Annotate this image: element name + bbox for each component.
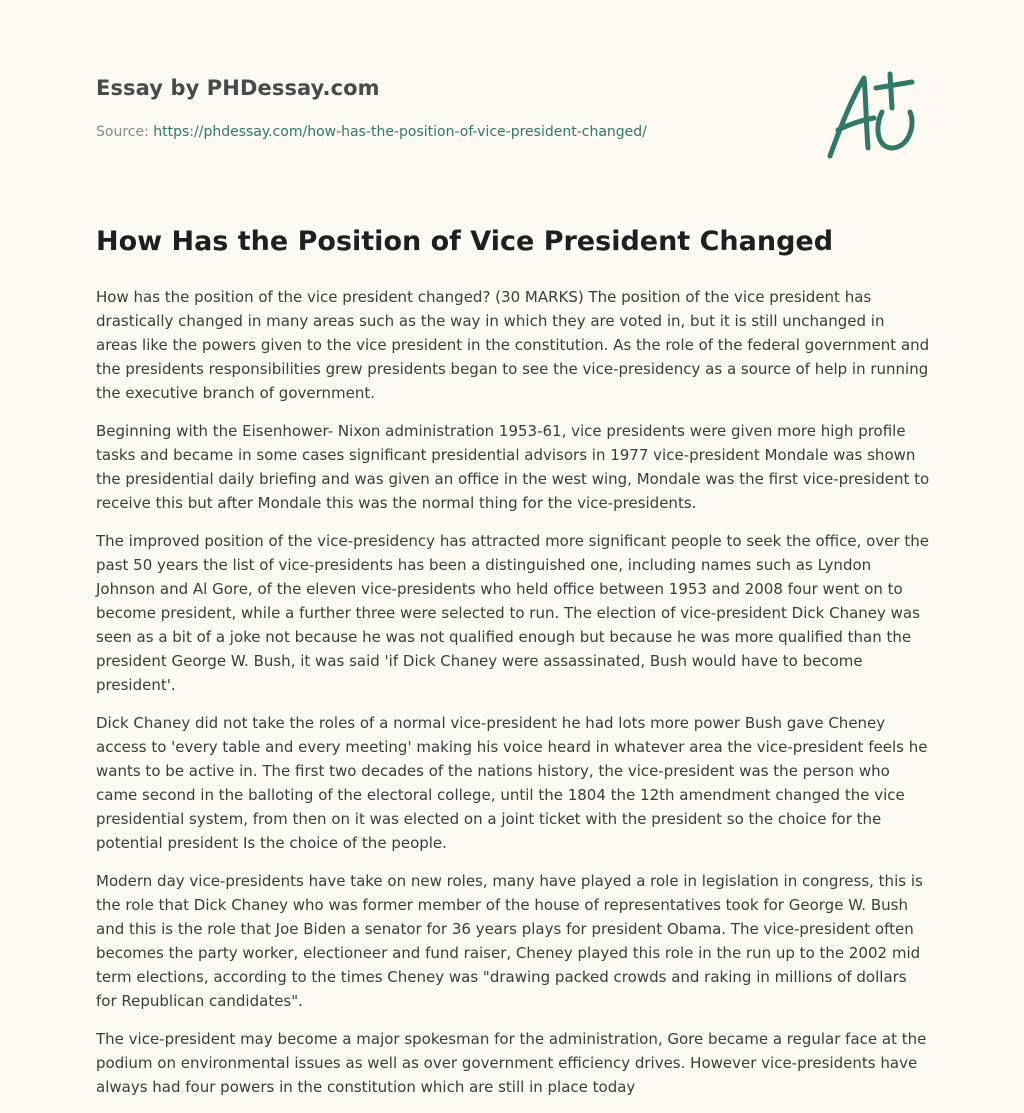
logo-plus-vertical <box>890 74 892 108</box>
source-link[interactable]: https://phdessay.com/how-has-the-position-of-vice-president-changed/ <box>153 124 647 140</box>
source-line <box>96 124 647 140</box>
essay-paragraph: Dick Chaney did not take the roles of a normal vice-president he had lots more power Bush gave Cheney access to 'every table and every meeting' making his voice heard in whatever area the vice-president feels he wants to be active in. The first two decades of the nations history, the vice-president was the person who came second in the balloting of the electoral college, until the 1804 the 12th amendment changed the vice presidential system, from then on it was elected on a joint ticket with the president so the choice for the potential president Is the choice of the people. <box>96 714 928 852</box>
essay-paragraph: How has the position of the vice president changed? (30 MARKS) The position of the vice president has drastically changed in many areas such as the way in which they are voted in, but it is still unchanged in areas like the powers given to the vice president in the constitution. As the role of the federal government and the presidents responsibilities grew presidents began to see the vice-presidency as a source of help in running the executive branch of government. <box>96 288 930 402</box>
logo-circle-arc <box>878 112 912 148</box>
essay-paragraph: Modern day vice-presidents have take on new roles, many have played a role in legislation in congress, this is the role that Dick Chaney who was former member of the house of representatives took for George W. Bush and this is the role that Joe Biden a senator for 36 years plays for president Obama. The vice-president often becomes the party worker, electioneer and fund raiser, Cheney played this role in the run up to the 2002 mid term elections, according to the times Cheney was "drawing packed crowds and raking in millions of dollars for Republican candidates". <box>96 872 923 1010</box>
essay-paragraph: The vice-president may become a major spokesman for the administration, Gore became a regular face at the podium on environmental issues as well as over government efficiency drives. However vice-presidents have always had four powers in the constitution which are still in place today <box>96 1030 927 1096</box>
source-label: Source: <box>96 124 149 140</box>
logo-a-stroke <box>830 78 868 156</box>
a-plus-logo-icon <box>822 68 926 164</box>
essay-paragraph: The improved position of the vice-presidency has attracted more significant people to seek the office, over the past 50 years the list of vice-presidents has been a distinguished one, including names such as Lyndon Johnson and Al Gore, of the eleven vice-presidents who held office between 1953 and 2008 four went on to become president, while a further three were selected to run. The election of vice-president Dick Chaney was seen as a bit of a joke not because he was not qualified enough but because he was more qualified than the president George W. Bush, it was said 'if Dick Chaney were assassinated, Bush would have to become president'. <box>96 532 929 694</box>
logo-plus-horizontal <box>876 82 912 88</box>
essay-title: How Has the Position of Vice President Changed <box>96 226 834 257</box>
essay-body <box>96 285 930 1113</box>
site-title: Essay by PHDessay.com <box>96 76 380 100</box>
essay-paragraph: Beginning with the Eisenhower- Nixon administration 1953-61, vice presidents were given more high profile tasks and became in some cases significant presidential advisors in 1977 vice-president Mondale was shown the presidential daily briefing and was given an office in the west wing, Mondale was the first vice-president to receive this but after Mondale this was the normal thing for the vice-presidents. <box>96 422 930 512</box>
